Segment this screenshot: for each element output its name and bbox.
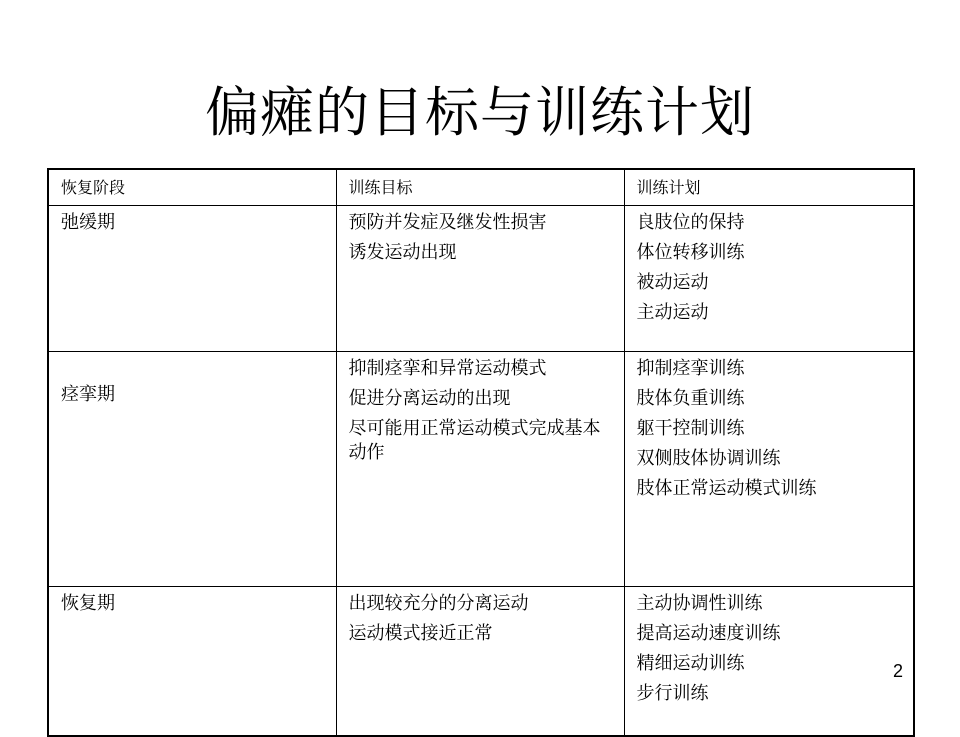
- plan-item: 双侧肢体协调训练: [636, 448, 781, 469]
- plan-item: 步行训练: [636, 683, 709, 704]
- plan-item: 肢体负重训练: [636, 388, 745, 409]
- plan-item: 良肢位的保持: [636, 212, 745, 233]
- goal-item: 尽可能用正常运动模式完成基本动作: [348, 418, 601, 463]
- goal-item: 抑制痉挛和异常运动模式: [348, 358, 547, 379]
- stage-label: 恢复期: [61, 593, 115, 614]
- header-stage: 恢复阶段: [48, 169, 336, 206]
- stage-label: 弛缓期: [61, 212, 115, 233]
- training-plan-table: [47, 168, 915, 737]
- goal-item: 运动模式接近正常: [348, 623, 493, 644]
- goals-cell: [336, 587, 624, 737]
- plans-cell: [624, 352, 914, 587]
- stage-cell: [48, 587, 336, 737]
- goals-cell: [336, 206, 624, 352]
- plan-item: 精细运动训练: [636, 653, 745, 674]
- table-row: [48, 587, 914, 737]
- goal-item: 促进分离运动的出现: [348, 388, 511, 409]
- plan-item: 体位转移训练: [636, 242, 745, 263]
- goal-item: 出现较充分的分离运动: [348, 593, 529, 614]
- plan-item: 提高运动速度训练: [636, 623, 781, 644]
- plans-cell: [624, 587, 914, 737]
- goal-item: 诱发运动出现: [348, 242, 457, 263]
- goal-item: 预防并发症及继发性损害: [348, 212, 547, 233]
- plan-item: 肢体正常运动模式训练: [636, 478, 817, 499]
- plan-item: 主动运动: [636, 302, 709, 323]
- slide-title: 偏瘫的目标与训练计划: [205, 81, 755, 144]
- header-plans: 训练计划: [624, 169, 914, 206]
- table-row: [48, 352, 914, 587]
- plan-item: 躯干控制训练: [636, 418, 745, 439]
- stage-cell: [48, 352, 336, 587]
- table-header-row: [48, 169, 914, 206]
- stage-cell: [48, 206, 336, 352]
- table-row: [48, 206, 914, 352]
- plans-cell: [624, 206, 914, 352]
- plan-item: 被动运动: [636, 272, 709, 293]
- goals-cell: [336, 352, 624, 587]
- page-number: 2: [892, 661, 903, 681]
- stage-label: 痉挛期: [61, 384, 115, 405]
- plan-item: 主动协调性训练: [636, 593, 763, 614]
- plan-item: 抑制痉挛训练: [636, 358, 745, 379]
- header-goals: 训练目标: [336, 169, 624, 206]
